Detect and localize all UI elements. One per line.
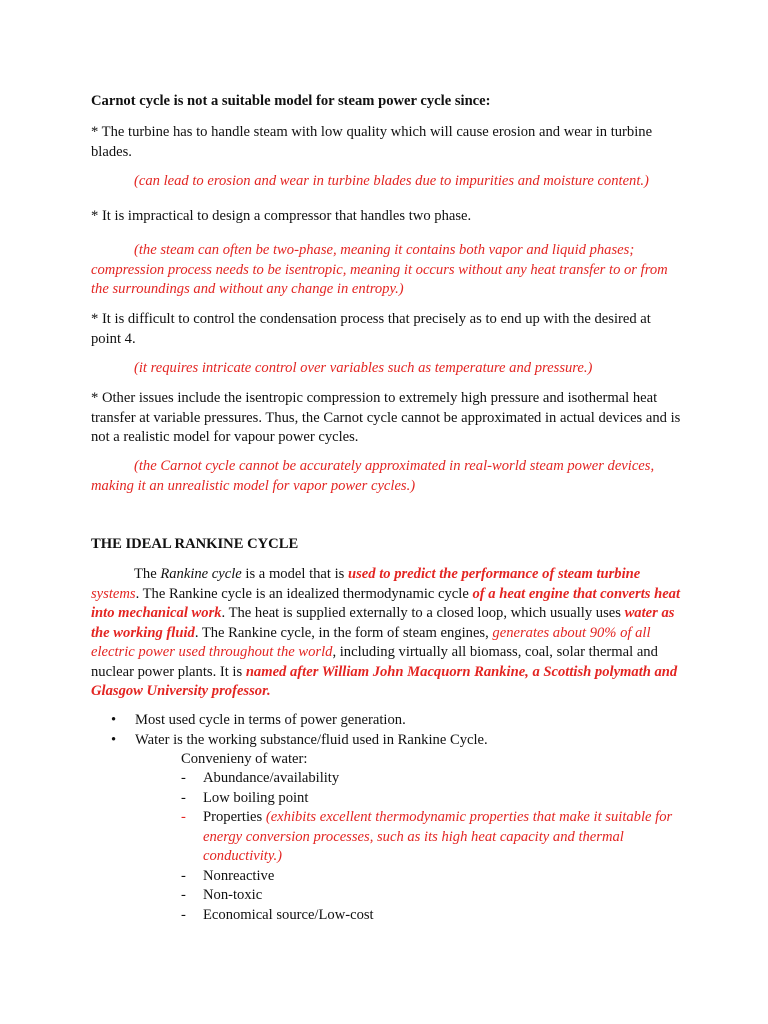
dash-icon: - bbox=[181, 867, 186, 884]
list-item bbox=[181, 769, 681, 789]
rankine-highlight-1b: systems bbox=[91, 585, 136, 602]
dash-icon: - bbox=[181, 906, 186, 923]
convenience-label: Convenieny of water: bbox=[181, 751, 308, 767]
list-item bbox=[181, 906, 681, 926]
rankine-paragraph bbox=[91, 565, 681, 702]
dash-icon: - bbox=[181, 887, 186, 903]
list-item bbox=[181, 886, 681, 906]
list-item-note: (exhibits excellent thermodynamic properties that make it suitable for energy conversion processes, such as its high heat capacity and thermal conductivity.) bbox=[203, 809, 673, 864]
rankine-heading: THE IDEAL RANKINE CYCLE bbox=[91, 536, 299, 552]
rankine-highlight-4: generates about 90% of all electric power used throughout the world bbox=[91, 624, 651, 660]
point-2-text: * It is impractical to design a compressor that handles two phase. bbox=[91, 208, 472, 224]
point-1-note: (can lead to erosion and wear in turbine blades due to impurities and moisture content.) bbox=[134, 173, 649, 189]
point-3-text: * It is difficult to control the condensation process that precisely as to end up with the desired at point 4. bbox=[91, 311, 651, 347]
rankine-text-3: . The Rankine cycle is an idealized thermodynamic cycle bbox=[135, 585, 473, 602]
list-item-text: Properties bbox=[203, 809, 266, 825]
bullet-text: Most used cycle in terms of power generation. bbox=[135, 712, 406, 728]
bullet-icon: • bbox=[111, 731, 117, 748]
list-item bbox=[181, 867, 681, 887]
list-item-text: Economical source/Low-cost bbox=[203, 906, 374, 923]
rankine-text-6: , including virtually all biomass, coal, solar thermal and nuclear power plants. It is bbox=[91, 644, 658, 680]
list-item-text: Low boiling point bbox=[203, 789, 309, 806]
point-3-note: (it requires intricate control over variables such as temperature and pressure.) bbox=[134, 360, 593, 376]
rankine-text-2: is a model that is bbox=[241, 566, 348, 582]
point-4-text: * Other issues include the isentropic compression to extremely high pressure and isothermal heat transfer at variable pressures. Thus, the Carnot cycle cannot be approximated in actual devices and is not a realistic model for vapour power cycles. bbox=[91, 390, 681, 445]
list-item-text: Nonreactive bbox=[203, 867, 275, 884]
point-2-note: (the steam can often be two-phase, meaning it contains both vapor and liquid phases; compression process needs to be isentropic, meaning it occurs without any heat transfer to or from the surroundings and without any change in entropy.) bbox=[91, 242, 668, 297]
bullet-text: Water is the working substance/fluid used in Rankine Cycle. bbox=[135, 731, 488, 748]
bullet-item bbox=[91, 711, 691, 731]
rankine-text-4: . The heat is supplied externally to a closed loop, which usually uses bbox=[221, 605, 625, 621]
water-properties-list bbox=[181, 769, 681, 925]
rankine-bullet-list bbox=[91, 711, 691, 750]
rankine-highlight-2: of a heat engine that converts heat into mechanical work bbox=[91, 585, 681, 621]
list-item bbox=[181, 808, 681, 867]
rankine-highlight-3: water as the working fluid bbox=[91, 605, 675, 641]
rankine-term: Rankine cycle bbox=[160, 566, 242, 582]
dash-icon: - bbox=[181, 770, 186, 786]
bullet-item bbox=[91, 731, 691, 751]
rankine-text-5: . The Rankine cycle, in the form of steam engines, bbox=[194, 624, 493, 641]
dash-icon: - bbox=[181, 789, 186, 806]
point-4-note: (the Carnot cycle cannot be accurately approximated in real-world steam power devices, making it an unrealistic model for vapor power cycles.) bbox=[91, 458, 655, 494]
carnot-heading: Carnot cycle is not a suitable model for steam power cycle since: bbox=[91, 93, 491, 109]
point-1-text: * The turbine has to handle steam with low quality which will cause erosion and wear in turbine blades. bbox=[91, 124, 653, 160]
rankine-highlight-1: used to predict the performance of steam turbine bbox=[347, 566, 641, 582]
rankine-text-1: The bbox=[134, 566, 161, 582]
bullet-icon: • bbox=[111, 712, 117, 728]
list-item bbox=[181, 789, 681, 809]
list-item-text: Non-toxic bbox=[203, 887, 263, 903]
list-item-text: Abundance/availability bbox=[203, 770, 340, 786]
rankine-highlight-5: named after William John Macquorn Rankine, a Scottish polymath and Glasgow University professor. bbox=[91, 663, 678, 699]
dash-icon: - bbox=[181, 809, 186, 825]
